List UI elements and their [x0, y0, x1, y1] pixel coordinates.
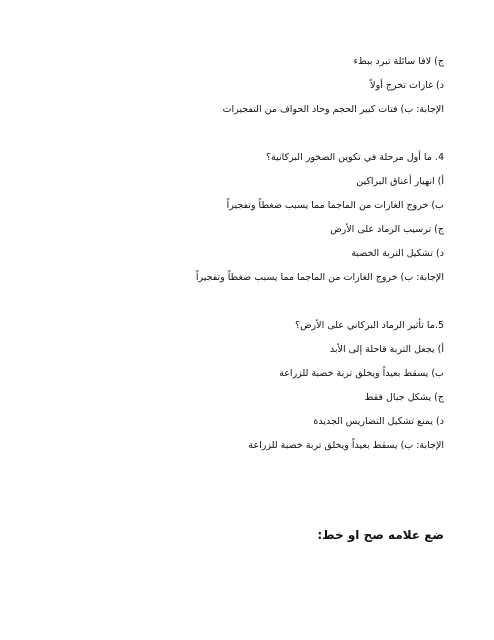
- question-4: 4. ما أول مرحلة في تكوين الصخور البركانية؟: [266, 152, 444, 163]
- option-d-q4: د) تشكيل التربة الخصبة: [351, 248, 444, 259]
- option-a-q4: أ) انهيار أعناق البراكين: [356, 176, 444, 187]
- option-c-q4: ج) ترسيب الرماد على الأرض: [330, 224, 444, 235]
- option-b-q4: ب) خروج الغازات من الماجما مما يسبب ضغطاً وتفجيراً: [226, 200, 444, 211]
- option-c-q3: ج) لافا سائلة تبرد ببطء: [353, 56, 444, 67]
- option-d-q3: د) غازات تخرج أولاً: [370, 80, 444, 91]
- option-a-q5: أ) يجعل التربة قاحلة إلى الأبد: [329, 344, 444, 355]
- question-5: 5.ما تأثير الرماد البركاني على الأرض؟: [295, 320, 444, 331]
- section-heading: ضع علامه صح او خط:: [317, 528, 444, 542]
- option-b-q5: ب) يسقط بعيداً ويخلق تربة خصبة للزراعة: [279, 368, 444, 379]
- answer-q5: الإجابة: ب) يسقط بعيداً ويخلق تربة خصبة للزراعة: [248, 440, 444, 451]
- answer-q4: الإجابة: ب) خروج الغازات من الماجما مما يسبب ضغطاً وتفجيراً: [195, 272, 444, 283]
- option-c-q5: ج) يشكل جبال فقط: [364, 392, 444, 403]
- answer-q3: الإجابة: ب) فتات كبير الحجم وحاد الحواف من التفجيرات: [222, 104, 444, 115]
- option-d-q5: د) يمنع تشكيل التضاريس الجديدة: [313, 416, 444, 427]
